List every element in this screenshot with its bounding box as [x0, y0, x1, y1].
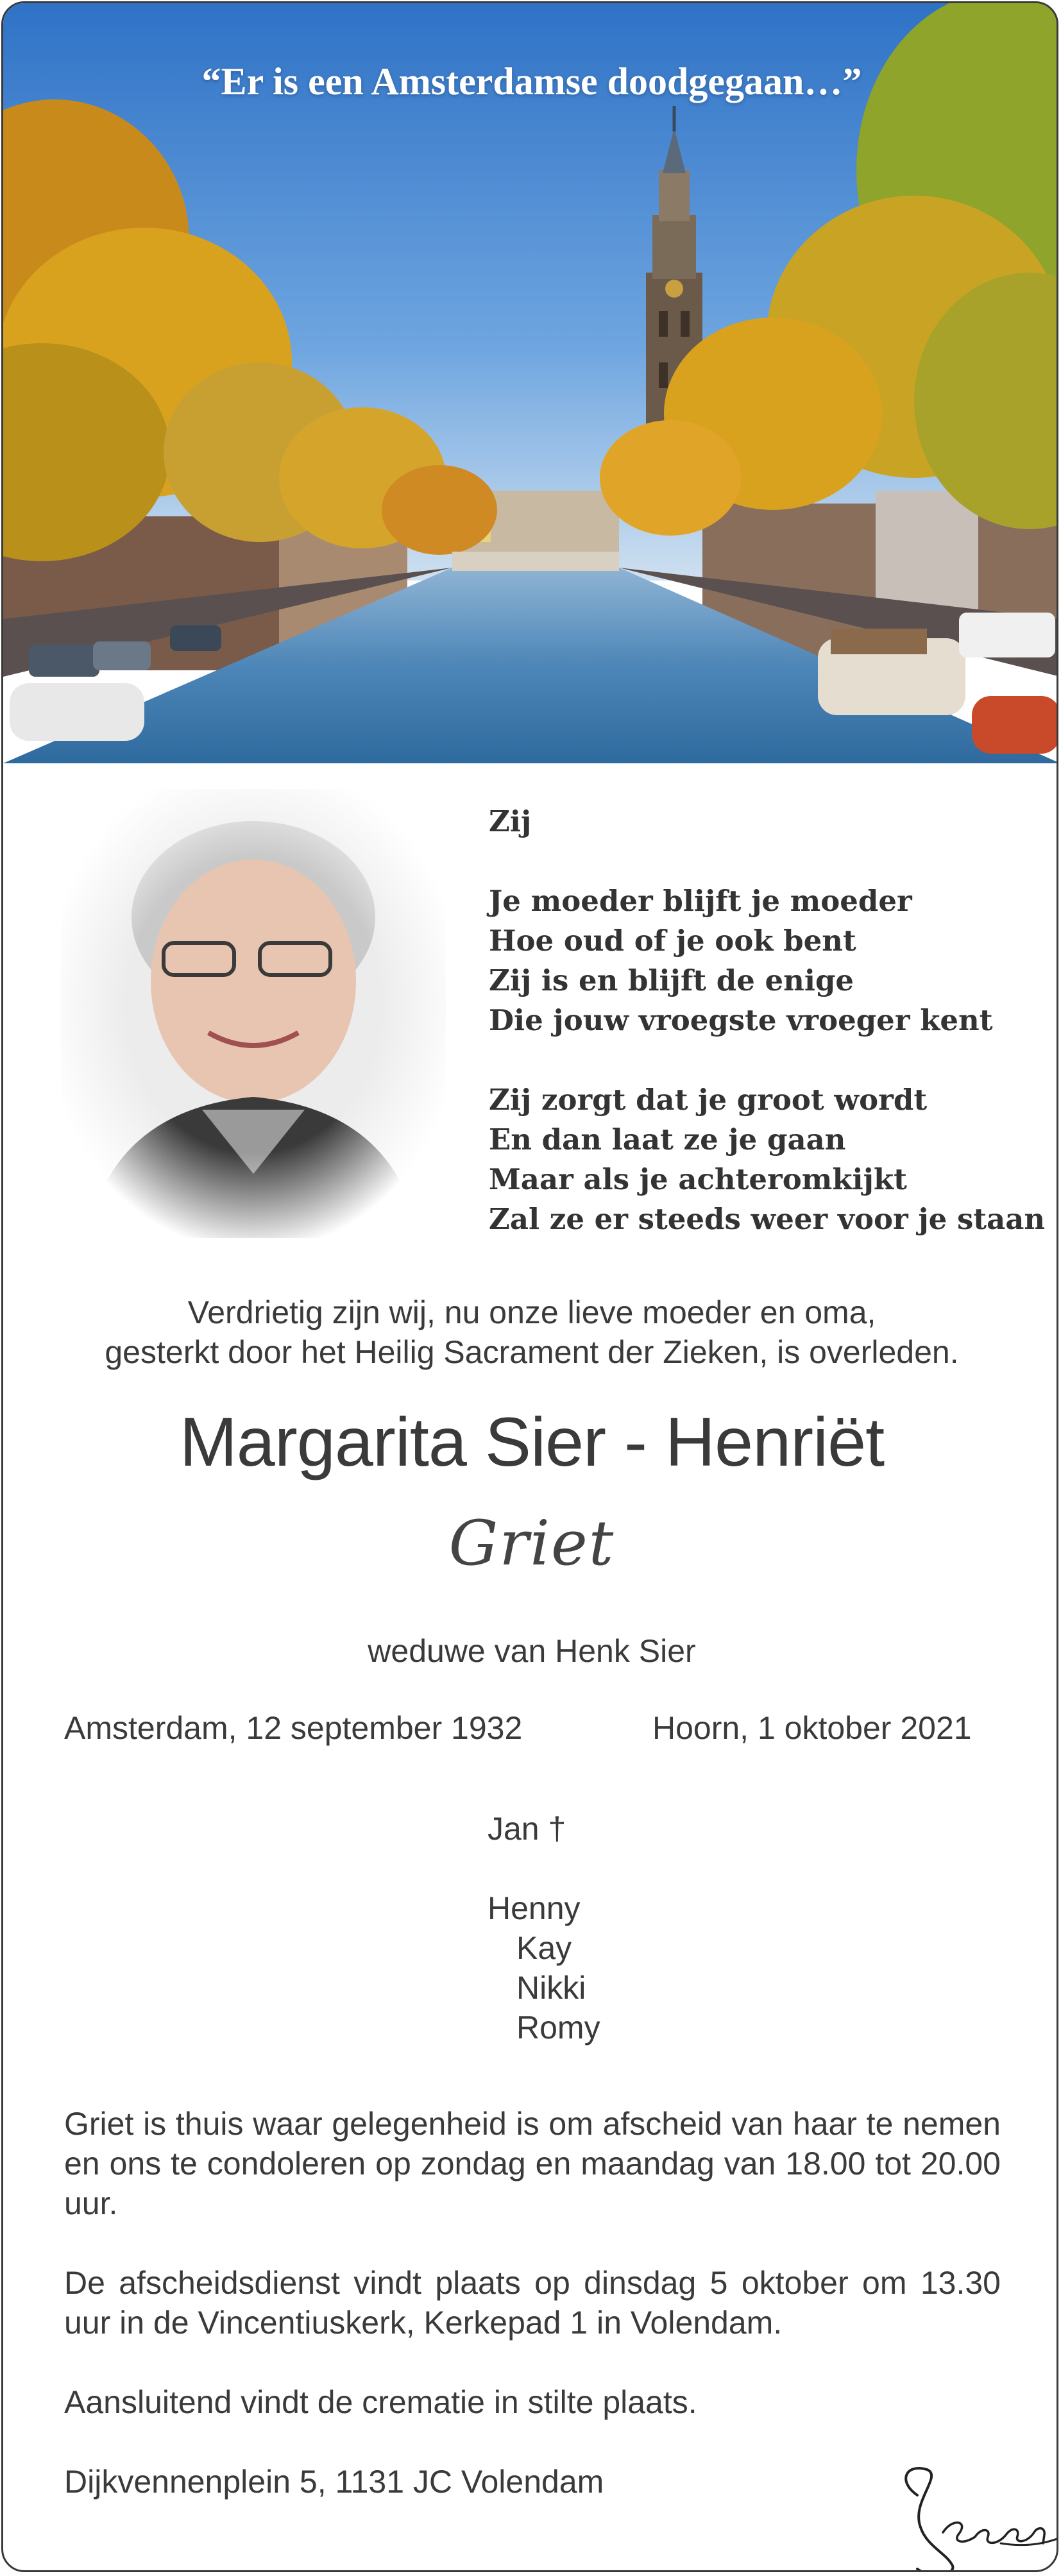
visitation-text: Griet is thuis waar gelegenheid is om afscheid van haar te nemen en ons te condoleren op zondag en maandag van 18.00 tot 20.00 uur. [64, 2106, 1001, 2221]
intro-text [3, 1292, 1058, 1372]
poem-line: Hoe oud of je ook bent [489, 924, 856, 958]
amsterdam-canal-illustration [3, 3, 1058, 763]
service-text: De afscheidsdienst vindt plaats op dinsdag 5 oktober om 13.30 uur in de Vincentiuskerk, Kerkepad 1 in Volendam. [64, 2265, 1001, 2341]
poem-line: En dan laat ze je gaan [489, 1123, 846, 1157]
bridge [452, 552, 619, 571]
poem-line: Je moeder blijft je moeder [489, 884, 912, 918]
address-text: Dijkvennenplein 5, 1131 JC Volendam [64, 2464, 604, 2500]
poem-line: Die jouw vroegste vroeger kent [489, 1003, 993, 1037]
obituary-card [1, 1, 1058, 2572]
widow-of: weduwe van Henk Sier [368, 1633, 696, 1669]
intro-line: gesterkt door het Heilig Sacrament der Zieken, is overleden. [105, 1334, 959, 1370]
boat-left [10, 683, 144, 741]
cremation-text: Aansluitend vindt de crematie in stilte plaats. [64, 2384, 697, 2420]
details [64, 2104, 1001, 2541]
canal-photo [3, 3, 1058, 763]
portrait-photo [61, 789, 446, 1238]
family-list [488, 1809, 600, 2047]
intro-line: Verdrietig zijn wij, nu onze lieve moeder en oma, [187, 1294, 876, 1330]
poem [489, 802, 1046, 1279]
poem-line: Zij zorgt dat je groot wordt [489, 1083, 928, 1117]
family-member-grandchild: Kay [516, 1930, 572, 1966]
poem-line: Zij is en blijft de enige [489, 963, 854, 997]
family-member-son: Jan † [488, 1811, 566, 1847]
family-member-grandchild: Romy [516, 2010, 600, 2046]
deceased-nickname: Griet [448, 1507, 615, 1579]
family-member-grandchild: Nikki [516, 1970, 586, 2006]
header-quote: “Er is een Amsterdamse doodgegaan…” [201, 60, 862, 103]
poem-stanza [489, 1080, 1046, 1239]
poem-line: Maar als je achteromkijkt [489, 1162, 907, 1196]
poem-stanza [489, 881, 1034, 1040]
poem-line: Zal ze er steeds weer voor je staan [489, 1202, 1046, 1236]
birth-place-date: Amsterdam, 12 september 1932 [64, 1710, 523, 1746]
family-member-daughter: Henny [488, 1890, 581, 1926]
death-place-date: Hoorn, 1 oktober 2021 [652, 1710, 972, 1746]
deceased-name: Margarita Sier - Henriët [179, 1403, 885, 1480]
poem-title: Zij [489, 804, 532, 838]
signature-logo [892, 2457, 1058, 2572]
